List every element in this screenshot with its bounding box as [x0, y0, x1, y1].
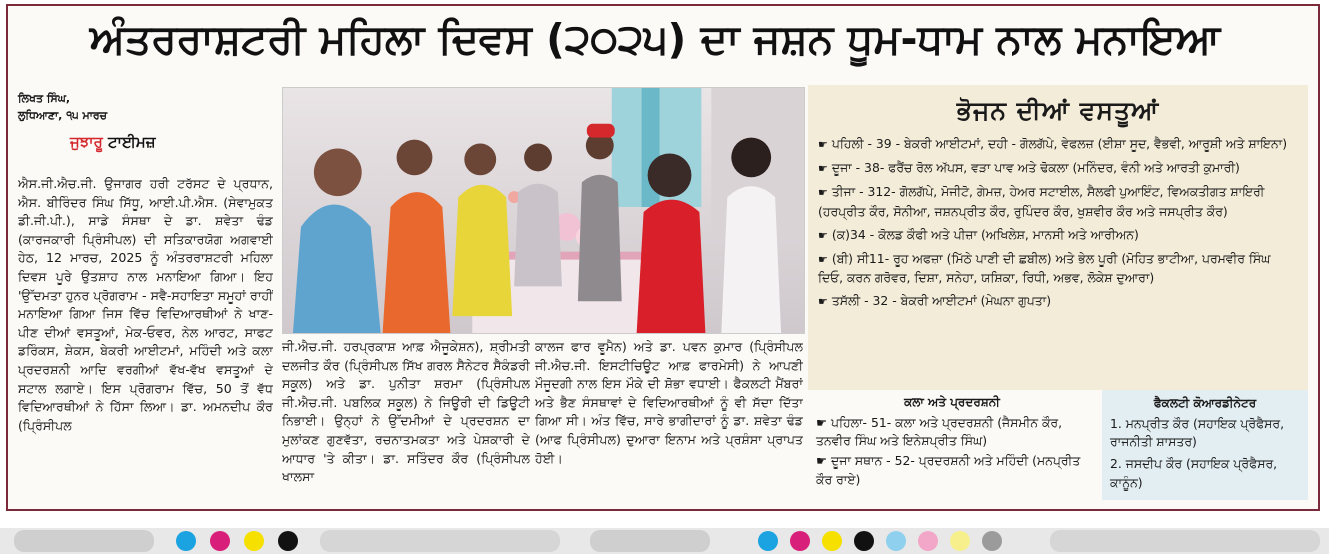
list-item: [818, 226, 1298, 245]
printer-color-strip-graphic: [0, 520, 1329, 559]
list-item: [818, 159, 1298, 178]
pointing-hand-icon: ☛: [818, 138, 828, 151]
article-column-middle-2: ਕਾਲਜ ਫਾਰ ਵੂਮੈਨ) ਅਤੇ ਡਾ. ਪਵਨ ਕੁਮਾਰ (ਪ੍ਰਿੰਸੀਪਲ ਜੀ.ਐਚ.ਜੀ. ਇਸਟੀਚਿਊਟ ਆਫ਼ ਫਾਰਮੇਸੀ) ਨੇ ਆਪਣੀ ਮੌਜੂਦਗੀ ਨਾਲ ਇਸ ਮੌਕੇ ਦੀ ਸ਼ੋਭਾ ਵਧਾਈ। ਫੈਕਲਟੀ ਮੈਂਬਰਾਂ ਅਤੇ ਭੈਣ ਸੰਸਥਾਵਾਂ ਦੇ ਵਿਦਿਆਰਥੀਆਂ ਨੂੰ ਵੀ ਸੱਦਾ ਦਿੱਤਾ ਗਿਆ ਸੀ। ਅੰਤ ਵਿੱਚ, ਸਾਰੇ ਭਾਗੀਦਾਰਾਂ ਨੂੰ ਡਾ. ਸ਼ਵੇਤਾ ਢੰਡ (ਆਫ ਪ੍ਰਿੰਸੀਪਲ) ਦੁਆਰਾ ਇਨਾਮ ਅਤੇ ਪ੍ਰਸ਼ੰਸਾ ਪ੍ਰਾਪਤ ਹੋਈ।: [535, 339, 803, 466]
food-panel-title: ਭੋਜਨ ਦੀਆਂ ਵਸਤੂਆਂ: [956, 96, 1160, 125]
list-item-text: ਪਹਿਲੀ - 39 - ਬੇਕਰੀ ਆਈਟਮਾਂ, ਦਹੀ - ਗੋਲਗੱਪੇ, ਵੇਫਲਜ਼ (ਈਸ਼ਾ ਸੂਦ, ਵੈਭਵੀ, ਆਰੂਸ਼ੀ ਅਤੇ ਸ਼ਾਇਨਾ): [831, 136, 1288, 151]
pointing-hand-icon: ☛: [818, 295, 828, 309]
pointing-hand-icon: ☛: [816, 453, 832, 469]
list-item: [816, 414, 1088, 450]
brand-accent: ਜੁਝਾਰੂ: [70, 133, 103, 151]
pointing-hand-icon: ☛: [818, 162, 828, 176]
pointing-hand-icon: ☛: [818, 186, 828, 200]
coord-panel-title: ਫੈਕਲਟੀ ਕੋਆਰਡੀਨੇਟਰ: [1153, 396, 1257, 410]
list-item: [818, 135, 1298, 154]
pointing-hand-icon: ☛: [816, 415, 832, 430]
list-item: [818, 292, 1298, 311]
pointing-hand-icon: ☛: [818, 228, 828, 242]
event-photo-illustration: [283, 88, 804, 333]
list-item: 1. ਮਨਪ੍ਰੀਤ ਕੌਰ (ਸਹਾਇਕ ਪ੍ਰੋਫੈਸਰ, ਰਾਜਨੀਤੀ ਸ਼ਾਸਤਰ): [1110, 416, 1285, 450]
list-item: [818, 183, 1298, 220]
headline: ਅੰਤਰਰਾਸ਼ਟਰੀ ਮਹਿਲਾ ਦਿਵਸ (੨੦੨੫) ਦਾ ਜਸ਼ਨ ਧੂਮ-ਧਾਮ ਨਾਲ ਮਨਾਇਆ: [89, 15, 1221, 63]
food-items-panel: [808, 85, 1308, 390]
food-list: [818, 135, 1298, 312]
arts-list: [816, 414, 1088, 489]
coord-list: [1110, 415, 1300, 492]
dateline: ਲੁਧਿਆਣਾ, ੧੫ ਮਾਰਚ: [18, 109, 108, 122]
pointing-hand-icon: ☛: [818, 253, 828, 267]
brand-rest: ਟਾਈਮਜ਼: [102, 133, 156, 151]
article-column-middle-1: ਜੀ.ਐਚ.ਜੀ. ਹਰਪ੍ਰਕਾਸ਼ ਆਫ਼ ਐਜੂਕੇਸ਼ਨ), ਸ਼੍ਰੀਮਤੀ ਦਲਜੀਤ ਕੌਰ (ਪ੍ਰਿੰਸੀਪਲ ਸਿੱਖ ਗਰਲ ਸੈਨੇਟਰ ਸੈਕੰਡਰੀ ਸਕੂਲ) ਅਤੇ ਡਾ. ਪੁਨੀਤਾ ਸ਼ਰਮਾ (ਪ੍ਰਿੰਸੀਪਲ ਜੀ.ਐਚ.ਜੀ. ਪਬਲਿਕ ਸਕੂਲ) ਨੇ ਜਿਊਰੀ ਦੀ ਡਿਊਟੀ ਨਿਭਾਈ। ਉਨ੍ਹਾਂ ਨੇ ਉੱਦਮੀਆਂ ਦੇ ਪ੍ਰਦਰਸ਼ਨ ਦਾ ਮੁਲਾਂਕਣ ਗੁਣਵੱਤਾ, ਰਚਨਾਤਮਕਤਾ ਅਤੇ ਪੇਸ਼ਕਾਰੀ ਦੇ ਆਧਾਰ 'ਤੇ ਕੀਤਾ। ਡਾ. ਸਤਿੰਦਰ ਕੌਰ (ਪ੍ਰਿੰਸੀਪਲ ਖਾਲਸਾ: [282, 339, 530, 485]
list-item: [816, 452, 1088, 488]
faculty-coordinator-panel: [1102, 390, 1308, 500]
article-column-left: ਐਸ.ਜੀ.ਐਚ.ਜੀ. ਉਜਾਗਰ ਹਰੀ ਟਰੱਸਟ ਦੇ ਪ੍ਰਧਾਨ, ਐਸ. ਬੀਰਿੰਦਰ ਸਿੰਘ ਸਿੱਧੂ, ਆਈ.ਪੀ.ਐਸ. (ਸੇਵਾਮੁਕਤ ਡੀ.ਜੀ.ਪੀ.), ਸਾਡੇ ਸੰਸਥਾ ਦੇ ਡਾ. ਸ਼ਵੇਤਾ ਢੰਡ (ਕਾਰਜਕਾਰੀ ਪ੍ਰਿੰਸੀਪਲ) ਦੀ ਸਤਿਕਾਰਯੋਗ ਅਗਵਾਈ ਹੇਠ, 12 ਮਾਰਚ, 2025 ਨੂੰ ਅੰਤਰਰਾਸ਼ਟਰੀ ਮਹਿਲਾ ਦਿਵਸ ਪੂਰੇ ਉਤਸ਼ਾਹ ਨਾਲ ਮਨਾਇਆ ਗਿਆ। ਇਹ 'ਉੱਦਮਤਾ ਹੁਨਰ ਪ੍ਰੋਗਰਾਮ - ਸਵੈ-ਸਹਾਇਤਾ ਸਮੂਹਾਂ ਰਾਹੀਂ ਮਨਾਇਆ ਗਿਆ ਜਿਸ ਵਿੱਚ ਵਿਦਿਆਰਥੀਆਂ ਨੇ ਖਾਣ-ਪੀਣ ਦੀਆਂ ਵਸਤੂਆਂ, ਮੇਕ-ਓਵਰ, ਨੇਲ ਆਰਟ, ਸਾਫਟ ਡਰਿੰਕਸ, ਸ਼ੇਕਸ, ਬੇਕਰੀ ਆਈਟਮਾਂ, ਮਹਿੰਦੀ ਅਤੇ ਕਲਾ ਪ੍ਰਦਰਸ਼ਨੀ ਆਦਿ ਵਰਗੀਆਂ ਵੱਖ-ਵੱਖ ਵਸਤੂਆਂ ਦੇ ਸਟਾਲ ਲਗਾਏ। ਇਸ ਪ੍ਰੋਗਰਾਮ ਵਿੱਚ, 50 ਤੋਂ ਵੱਧ ਵਿਦਿਆਰਥੀਆਂ ਨੇ ਹਿੱਸਾ ਲਿਆ। ਡਾ. ਅਮਨਦੀਪ ਕੌਰ (ਪ੍ਰਿੰਸੀਪਲ: [18, 176, 273, 433]
list-item-text: ਤਸੱਲੀ - 32 - ਬੇਕਰੀ ਆਈਟਮਾਂ (ਮੇਘਨਾ ਗੁਪਤਾ): [831, 293, 1052, 309]
byline: [18, 90, 268, 124]
event-photo: [282, 87, 805, 334]
arts-panel-title: ਕਲਾ ਅਤੇ ਪ੍ਰਦਰਸ਼ਨੀ: [904, 395, 1000, 409]
author-name: ਲਿਖਤ ਸਿੰਘ,: [18, 92, 71, 105]
list-item-text: (ਬੀ) ਸੀ11- ਰੂਹ ਅਫਜ਼ਾ (ਮਿੱਠੇ ਪਾਣੀ ਦੀ ਛਬੀਲ) ਅਤੇ ਭੇਲ ਪੂਰੀ (ਮੋਹਿਤ ਭਾਟੀਆ, ਪਰਮਵੀਰ ਸਿੰਘ ਦਿਓ, ਕਰਨ ਗਰੋਵਰ, ਦਿਸ਼ਾ, ਸਨੇਹਾ, ਯਸ਼ਿਕਾ, ਰਿਧੀ, ਅਭਵ, ਲੋਕੇਸ਼ ਦੁਆਰਾ): [818, 251, 1271, 286]
list-item-text: ਪਹਿਲਾ- 51- ਕਲਾ ਅਤੇ ਪ੍ਰਦਰਸ਼ਨੀ (ਜੈਸਮੀਨ ਕੌਰ, ਤਨਵੀਰ ਸਿੰਘ ਅਤੇ ਇਨੇਸ਼ਪ੍ਰੀਤ ਸਿੰਘ): [816, 415, 1063, 449]
list-item-text: ਦੂਜਾ ਸਥਾਨ - 52- ਪ੍ਰਦਰਸ਼ਨੀ ਅਤੇ ਮਹਿੰਦੀ (ਮਨਪ੍ਰੀਤ ਕੌਰ ਰਾਏ): [816, 453, 1081, 487]
list-item-text: ਤੀਜਾ - 312- ਗੋਲਗੱਪੇ, ਮੋਜੀਟੋ, ਗੇਮਜ਼, ਹੇਅਰ ਸਟਾਈਲ, ਸੈਲਫੀ ਪੁਆਇੰਟ, ਵਿਅਕਤੀਗਤ ਸ਼ਾਇਰੀ (ਹਰਪ੍ਰੀਤ ਕੌਰ, ਸੋਨੀਆ, ਜਸ਼ਨਪ੍ਰੀਤ ਕੌਰ, ਰੁਪਿੰਦਰ ਕੌਰ, ਖੁਸ਼ਵੀਰ ਕੌਰ ਅਤੇ ਜਸਪ੍ਰੀਤ ਕੌਰ): [818, 184, 1265, 219]
list-item: [818, 250, 1298, 287]
arts-exhibition-panel: [808, 395, 1096, 507]
printer-color-strip: [0, 520, 1329, 559]
newspaper-brand: [70, 133, 156, 151]
list-item: 2. ਜਸਦੀਪ ਕੌਰ (ਸਹਾਇਕ ਪ੍ਰੋਫੈਸਰ, ਕਾਨੂੰਨ): [1110, 456, 1278, 490]
list-item-text: (ਕ)34 - ਕੋਲਡ ਕੌਫੀ ਅਤੇ ਪੀਜ਼ਾ (ਅਖਿਲੇਸ਼, ਮਾਨਸੀ ਅਤੇ ਆਰੀਅਨ): [831, 226, 1139, 242]
list-item-text: ਦੂਜਾ - 38- ਫਰੈਂਚ ਰੋਲ ਅੱਪਸ, ਵੜਾ ਪਾਵ ਅਤੇ ਢੋਕਲਾ (ਮਨਿੰਦਰ, ਵੰਨੀ ਅਤੇ ਆਰਤੀ ਕੁਮਾਰੀ): [831, 160, 1240, 176]
